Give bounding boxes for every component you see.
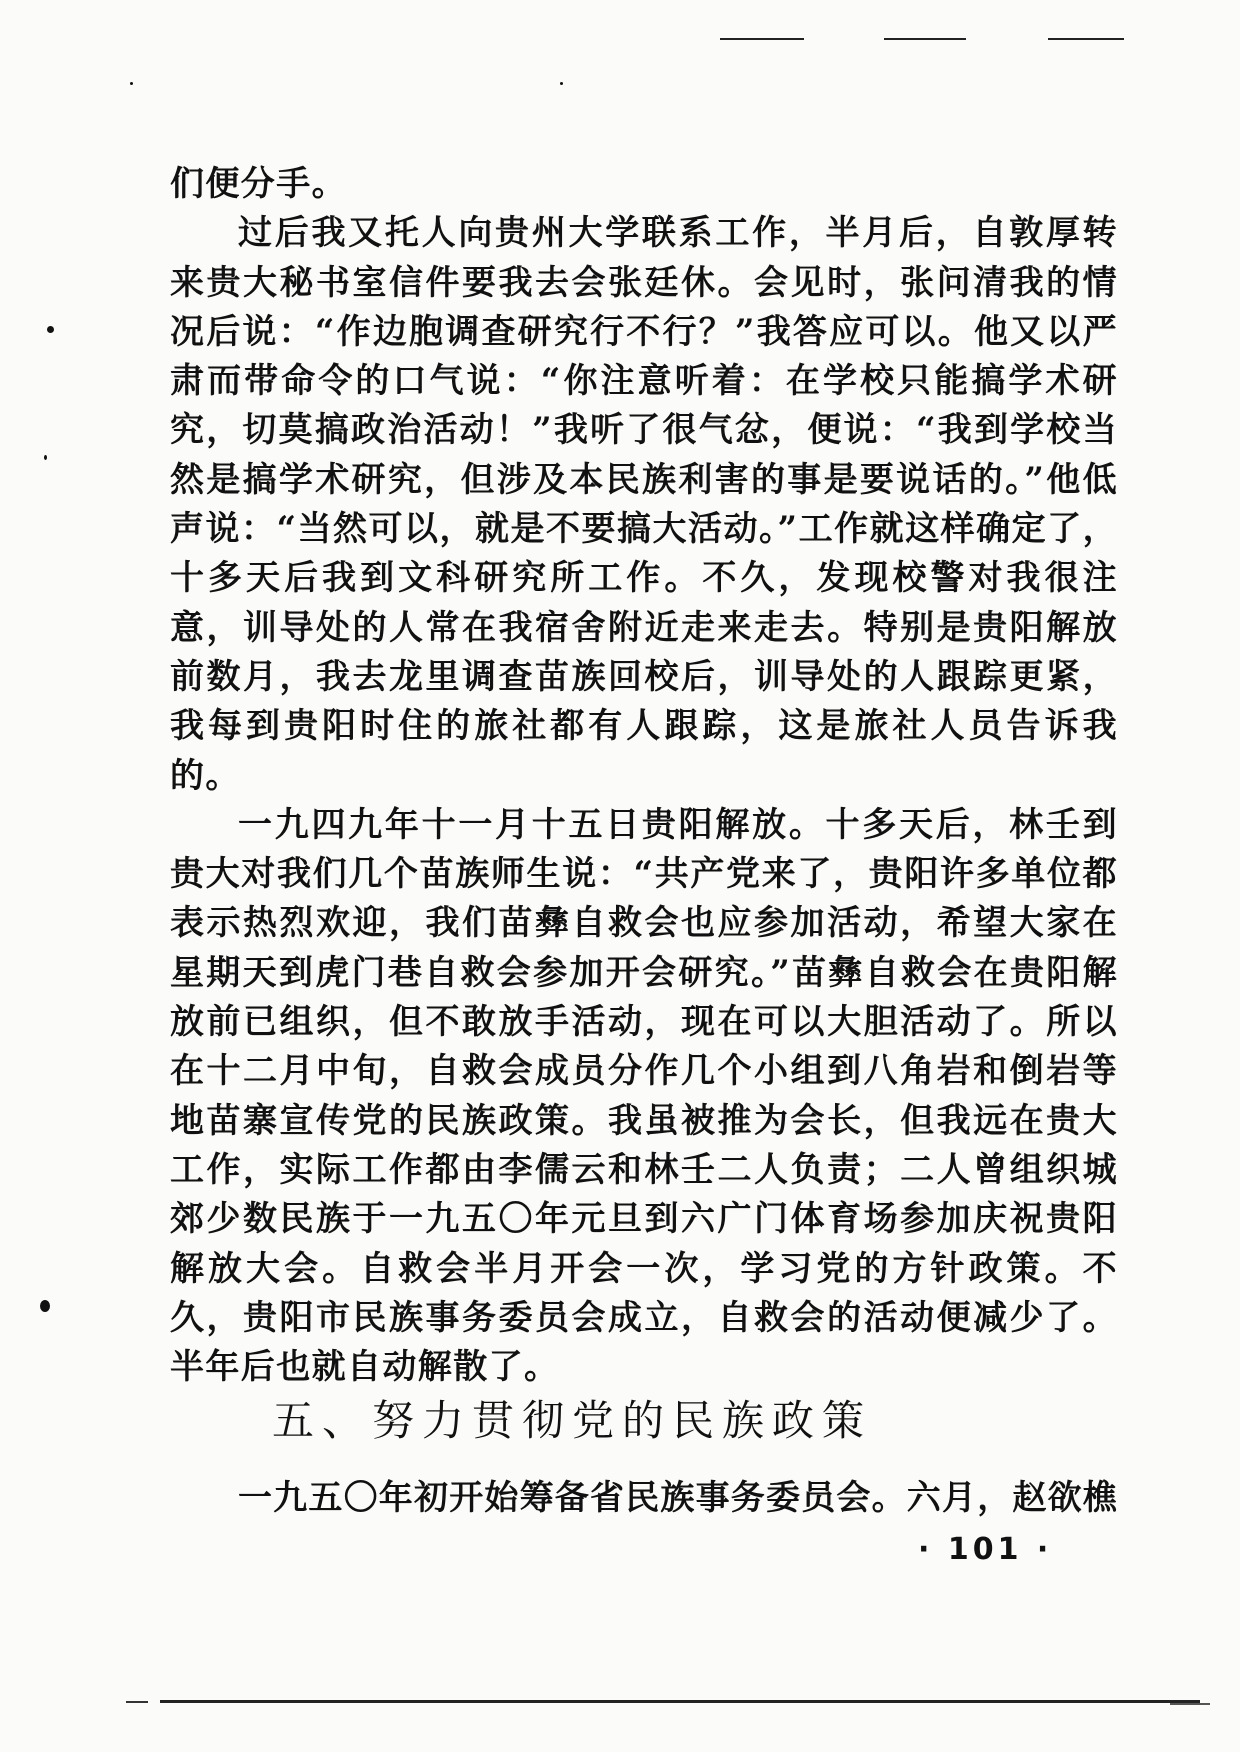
- paragraph: 一九四九年十一月十五日贵阳解放。十多天后，林壬到贵大对我们几个苗族师生说：“共产党来了，贵阳许多单位都表示热烈欢迎，我们苗彝自救会也应参加活动，希望大家在星期天到虎门巷自救会参加开会研究。”苗彝自救会在贵阳解放前已组织，但不敢放手活动，现在可以大胆活动了。所以在十二月中旬，自救会成员分作几个小组到八角岩和倒岩等地苗寨宣传党的民族政策。我虽被推为会长，但我远在贵大工作，实际工作都由李儒云和林壬二人负责；二人曾组织城郊少数民族于一九五〇年元旦到六广门体育场参加庆祝贵阳解放大会。自救会半月开会一次，学习党的方针政策。不久，贵阳市民族事务委员会成立，自救会的活动便减少了。半年后也就自动解散了。: [170, 804, 1118, 1388]
- section-heading: 五、努力贯彻党的民族政策: [272, 1396, 873, 1445]
- scan-speck: [560, 82, 563, 85]
- scan-speck: [44, 455, 47, 460]
- header-rule-left: [720, 38, 804, 40]
- page-number: · 101 ·: [918, 1532, 1053, 1567]
- scan-speck: [40, 1300, 50, 1312]
- footer-rule: [160, 1700, 1200, 1703]
- scan-speck: [47, 326, 54, 333]
- paragraph-start: 一九五〇年初开始筹备省民族事务委员会。六月，赵欲樵: [238, 1478, 1118, 1518]
- header-rule-right: [1048, 38, 1124, 40]
- paragraph: 们便分手。: [170, 164, 347, 204]
- footer-rule-dash: [1170, 1703, 1210, 1705]
- body-text: [170, 160, 1118, 1392]
- header-rule-middle: [884, 38, 966, 40]
- footer-rule-dash: [126, 1701, 148, 1703]
- paragraph: 过后我又托人向贵州大学联系工作，半月后，自敦厚转来贵大秘书室信件要我去会张廷休。会见时，张问清我的情况后说：“作边胞调查研究行不行？”我答应可以。他又以严肃而带命令的口气说：“你注意听着：在学校只能搞学术研究，切莫搞政治活动！”我听了很气忿，便说：“我到学校当然是搞学术研究，但涉及本民族利害的事是要说话的。”他低声说：“当然可以，就是不要搞大活动。”工作就这样确定了，十多天后我到文科研究所工作。不久，发现校警对我很注意，训导处的人常在我宿舍附近走来走去。特别是贵阳解放前数月，我去龙里调查苗族回校后，训导处的人跟踪更紧，我每到贵阳时住的旅社都有人跟踪，这是旅社人员告诉我的。: [170, 213, 1118, 796]
- scan-speck: [130, 82, 133, 85]
